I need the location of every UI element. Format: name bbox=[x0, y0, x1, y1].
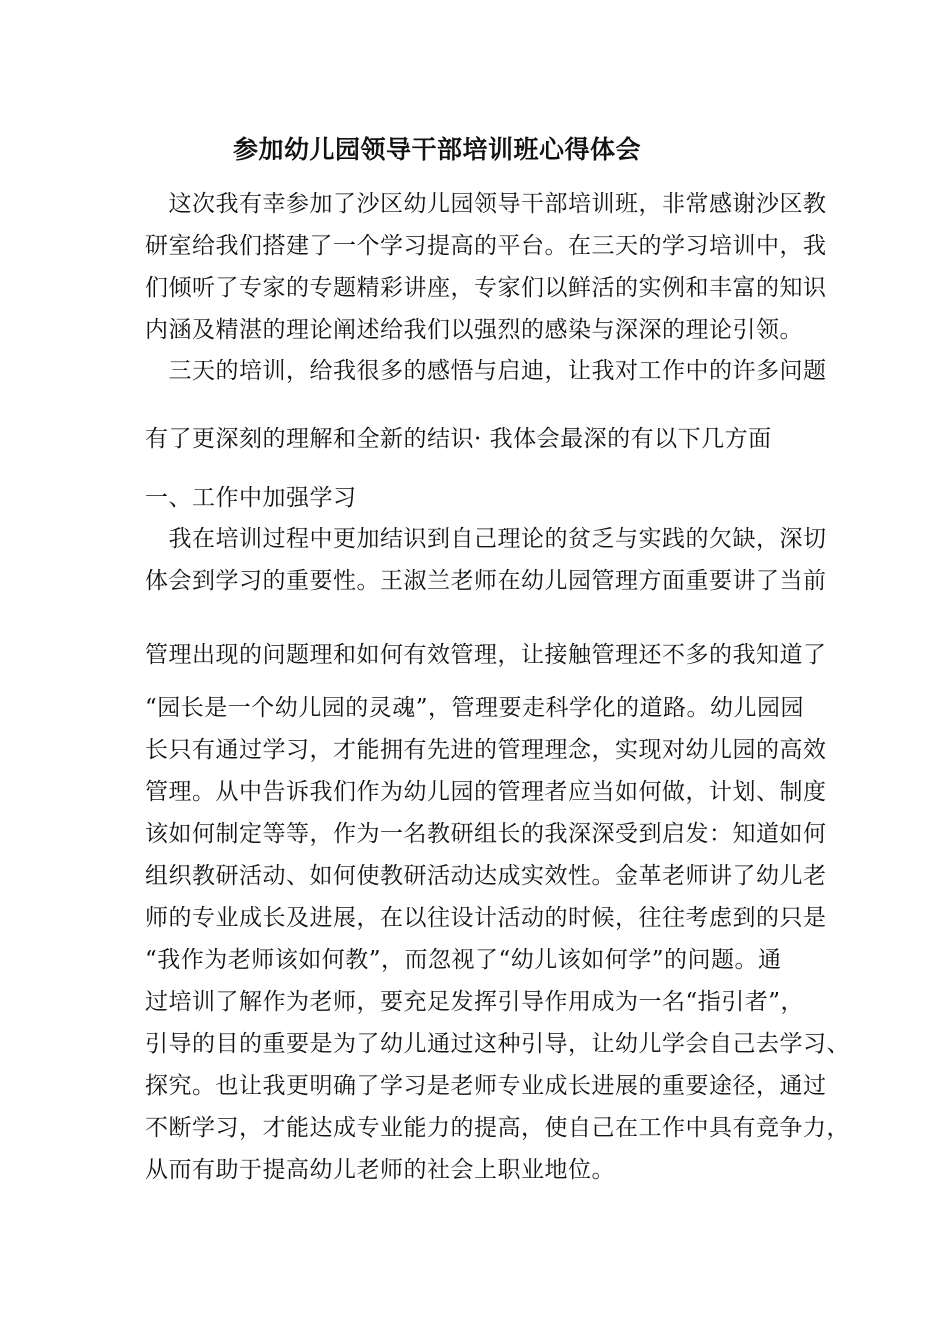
paragraph-line: 师的专业成长及进展，在以往设计活动的时候，往往考虑到的只是 bbox=[145, 905, 827, 931]
paragraph-line: 该如何制定等等，作为一名教研组长的我深深受到启发：知道如何 bbox=[145, 821, 827, 847]
paragraph-line: 管理出现的问题理和如何有效管理，让接触管理还不多的我知道了 bbox=[145, 642, 827, 668]
section-heading: 一、工作中加强学习 bbox=[145, 485, 357, 511]
paragraph-line: 有了更深刻的理解和全新的结识· 我体会最深的有以下几方面 bbox=[145, 426, 772, 452]
paragraph-line: 引导的目的重要是为了幼儿通过这种引导，让幼儿学会自己去学习、 bbox=[145, 1031, 850, 1057]
paragraph-line: 探究。也让我更明确了学习是老师专业成长进展的重要途径，通过 bbox=[145, 1073, 827, 1099]
paragraph-line: “园长是一个幼儿园的灵魂”，管理要走科学化的道路。幼儿园园 bbox=[145, 695, 805, 721]
document-title: 参加幼儿园领导干部培训班心得体会 bbox=[232, 135, 641, 164]
paragraph-line: 体会到学习的重要性。王淑兰老师在幼儿园管理方面重要讲了当前 bbox=[145, 568, 827, 594]
paragraph-line: 管理。从中告诉我们作为幼儿园的管理者应当如何做，计划、制度 bbox=[145, 779, 827, 805]
paragraph-line: 从而有助于提高幼儿老师的社会上职业地位。 bbox=[145, 1157, 615, 1183]
paragraph-line: 长只有通过学习，才能拥有先进的管理理念，实现对幼儿园的高效 bbox=[145, 737, 827, 763]
paragraph-line: 组织教研活动、如何使教研活动达成实效性。金革老师讲了幼儿老 bbox=[145, 863, 827, 889]
paragraph-line: 们倾听了专家的专题精彩讲座，专家们以鲜活的实例和丰富的知识 bbox=[145, 275, 827, 301]
paragraph-line: 过培训了解作为老师，要充足发挥引导作用成为一名“指引者”， bbox=[145, 989, 805, 1015]
paragraph-line: 内涵及精湛的理论阐述给我们以强烈的感染与深深的理论引领。 bbox=[145, 317, 803, 343]
paragraph-line: 研室给我们搭建了一个学习提高的平台。在三天的学习培训中，我 bbox=[145, 233, 827, 259]
paragraph-line: 我在培训过程中更加结识到自己理论的贫乏与实践的欠缺，深切 bbox=[145, 526, 827, 552]
paragraph-line: 不断学习，才能达成专业能力的提高，使自己在工作中具有竞争力， bbox=[145, 1115, 850, 1141]
paragraph-line: 这次我有幸参加了沙区幼儿园领导干部培训班，非常感谢沙区教 bbox=[145, 191, 827, 217]
paragraph-line: 三天的培训，给我很多的感悟与启迪，让我对工作中的许多问题 bbox=[145, 358, 827, 384]
paragraph-line: “我作为老师该如何教”，而忽视了“幼儿该如何学”的问题。通 bbox=[145, 947, 782, 973]
